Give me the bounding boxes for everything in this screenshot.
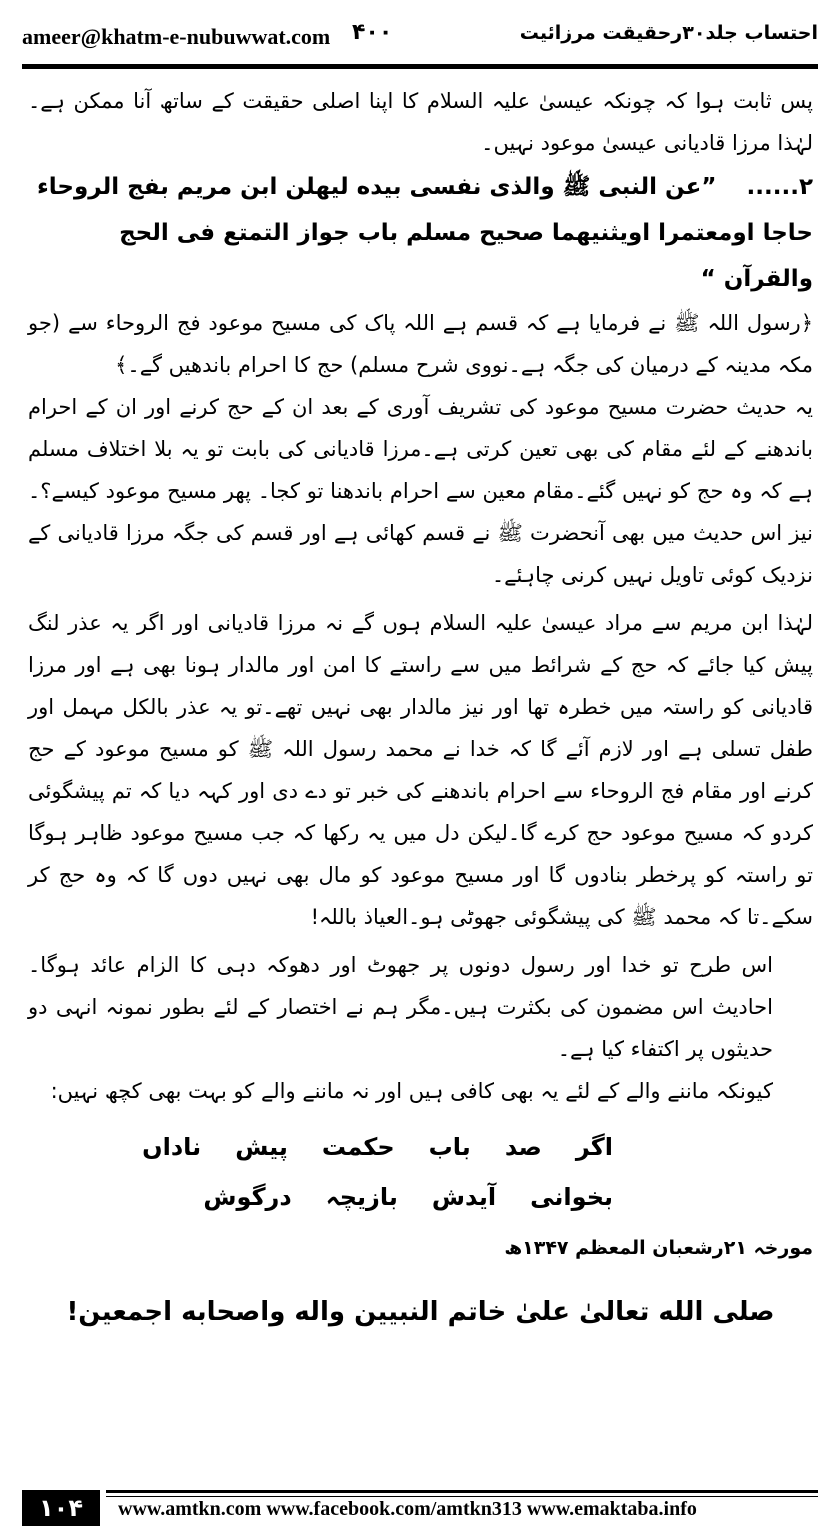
hadith-arabic-text: ”عن النبی ﷺ والذی نفسی بیده لیهلن ابن مریم بفج الروحاء حاجا اومعتمرا اویثنیهما صحیح مسلم باب جواز التمتع فی الحج والقرآن “: [37, 174, 813, 292]
couplet-word: بازیچہ: [325, 1183, 398, 1211]
footer-page-number: ۱۰۴: [22, 1490, 100, 1526]
couplet-word: باب: [428, 1133, 471, 1161]
header-rule: [22, 64, 818, 69]
header-email: ameer@khatm-e-nubuwwat.com: [22, 24, 331, 49]
paragraph-explanation: یہ حدیث حضرت مسیح موعود کی تشریف آوری کے بعد ان کے حج کرنے اور ان کے احرام باندھنے کے لئے مقام کی بھی تعین کرتی ہے۔مرزا قادیانی کی بابت تو یہ بلا اختلاف مسلم ہے کہ وہ حج کو نہیں گئے۔مقام معین سے احرام باندھنا تو کجا۔ پھر مسیح موعود کیسے؟۔ نیز اس حدیث میں بھی آنحضرت ﷺ نے قسم کھائی ہے اور قسم کی جگہ مرزا قادیانی کے نزدیک کوئی تاویل نہیں کرنی چاہئے۔: [28, 395, 813, 587]
couplet-word: آیدش: [431, 1183, 497, 1211]
couplet-word: صد: [504, 1133, 542, 1161]
couplet-word: درگوش: [203, 1183, 292, 1211]
persian-couplet: [28, 1122, 813, 1222]
header-title: احتساب جلد۳۰رحقیقت مرزائیت: [519, 22, 818, 44]
paragraph-couplet-intro: کیونکہ ماننے والے کے لئے یہ بھی کافی ہیں اور نہ ماننے والے کو بہت بھی کچھ نہیں:: [50, 1079, 773, 1103]
couplet-word: بخوانی: [530, 1183, 613, 1211]
hadith-heading: [28, 164, 813, 302]
paragraph-conclusion: پس ثابت ہوا کہ چونکہ عیسیٰ علیہ السلام کا اپنا اصلی حقیقت کے ساتھ آنا ممکن ہے۔لہٰذا مرزا قادیانی عیسیٰ موعود نہیں۔: [28, 89, 813, 155]
header-page-number: ۴۰۰: [352, 20, 393, 45]
footer-urls: www.amtkn.com www.facebook.com/amtkn313 www.emaktaba.info: [118, 1498, 697, 1520]
couplet-line-1: [28, 1122, 813, 1172]
closing-salutation: صلی الله تعالیٰ علیٰ خاتم النبیین واله واصحابه اجمعین!: [66, 1297, 775, 1327]
page-body: [28, 80, 813, 1338]
couplet-word: حکمت: [321, 1133, 395, 1161]
footer-rule: [106, 1490, 818, 1493]
couplet-line-2: [28, 1172, 813, 1222]
page-footer: [22, 1490, 818, 1526]
hadith-translation: ﴿رسول اللہ ﷺ نے فرمایا ہے کہ قسم ہے اللہ پاک کی مسیح موعود فج الروحاء سے (جو مکہ مدینہ کے درمیان کی جگہ ہے۔نووی شرح مسلم) حج کا احرام باندھیں گے۔﴾: [28, 311, 813, 377]
hadith-number: ۲......: [746, 174, 813, 200]
page-header: [22, 18, 818, 58]
couplet-word: پیش: [235, 1133, 288, 1161]
couplet-word: ناداں: [142, 1133, 202, 1161]
paragraph-summary: اس طرح تو خدا اور رسول دونوں پر جھوٹ اور دھوکہ دہی کا الزام عائد ہوگا۔احادیث اس مضمون کی بکثرت ہیں۔مگر ہم نے اختصار کے لئے بطور نمونہ انہی دو حدیثوں پر اکتفاء کیا ہے۔: [28, 953, 773, 1061]
paragraph-objection: لہٰذا ابن مریم سے مراد عیسیٰ علیہ السلام ہوں گے نہ مرزا قادیانی اور اگر یہ عذر لنگ پیش کیا جائے کہ حج کے شرائط میں سے راستے کا امن اور مالدار ہونا بھی ہے اور مرزا قادیانی کو راستہ میں خطرہ تھا اور نیز مالدار بھی نہیں تھے۔تو یہ عذر بالکل مہمل اور طفل تسلی ہے اور لازم آئے گا کہ خدا نے محمد رسول اللہ ﷺ کو مسیح موعود کے حج کرنے اور مقام فج الروحاء سے احرام باندھنے کی خبر تو دے دی اور کہہ دیا کہ تم پیشگوئی کردو کہ مسیح موعود حج کرے گا۔لیکن دل میں یہ رکھا کہ جب مسیح موعود ظاہر ہوگا تو راستہ کو پرخطر بنادوں گا اور مسیح موعود کو مال بھی نہیں دوں گا کہ وہ حج کر سکے۔تا کہ محمد ﷺ کی پیشگوئی جھوٹی ہو۔العیاذ باللہ!: [28, 611, 813, 929]
date-line: مورخہ ۲۱رشعبان المعظم ۱۳۴۷ھ: [504, 1237, 813, 1259]
footer-rule-thin: [106, 1496, 818, 1497]
couplet-word: اگر: [575, 1133, 613, 1161]
